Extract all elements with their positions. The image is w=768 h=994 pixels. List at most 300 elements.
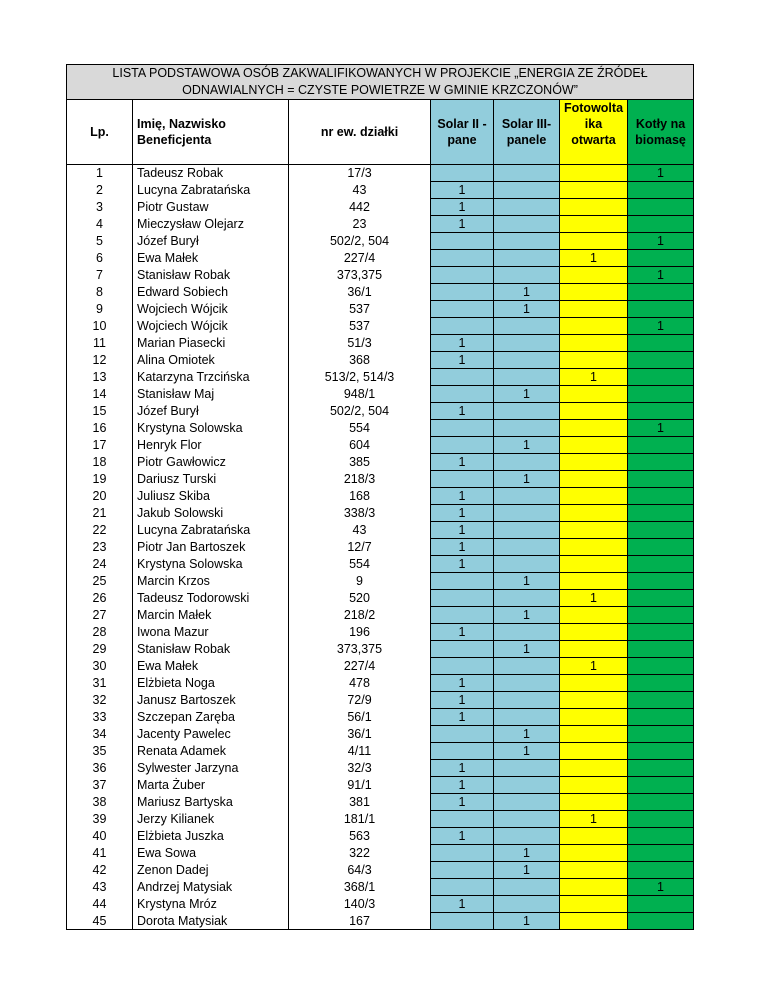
cell-solar-2: 1 [431,624,494,641]
cell-biomass-boilers [628,811,694,828]
table-row [67,760,694,777]
cell-biomass-boilers [628,386,694,403]
cell-plot: 218/3 [289,471,431,488]
cell-lp: 35 [67,743,133,760]
cell-photovoltaics [560,420,628,437]
cell-photovoltaics [560,879,628,896]
cell-solar-2 [431,658,494,675]
cell-biomass-boilers [628,607,694,624]
cell-name: Elżbieta Juszka [133,828,289,845]
cell-lp: 16 [67,420,133,437]
table-row [67,743,694,760]
cell-lp: 12 [67,352,133,369]
cell-lp: 22 [67,522,133,539]
cell-solar-2: 1 [431,828,494,845]
cell-name: Marta Żuber [133,777,289,794]
cell-photovoltaics [560,641,628,658]
cell-plot: 604 [289,437,431,454]
cell-photovoltaics [560,760,628,777]
cell-lp: 31 [67,675,133,692]
cell-solar-2: 1 [431,522,494,539]
cell-biomass-boilers [628,488,694,505]
cell-plot: 64/3 [289,862,431,879]
cell-name: Dariusz Turski [133,471,289,488]
cell-solar-3 [494,335,560,352]
cell-name: Ewa Małek [133,658,289,675]
cell-photovoltaics [560,862,628,879]
cell-biomass-boilers [628,539,694,556]
cell-name: Jakub Solowski [133,505,289,522]
table-row [67,403,694,420]
cell-photovoltaics [560,709,628,726]
cell-solar-2: 1 [431,777,494,794]
header-plot: nr ew. działki [289,100,431,165]
cell-biomass-boilers [628,590,694,607]
cell-solar-2: 1 [431,454,494,471]
cell-lp: 1 [67,165,133,182]
cell-plot: 43 [289,182,431,199]
cell-lp: 37 [67,777,133,794]
cell-lp: 36 [67,760,133,777]
table-row [67,369,694,386]
cell-lp: 40 [67,828,133,845]
table-row [67,420,694,437]
cell-name: Jerzy Kilianek [133,811,289,828]
cell-name: Wojciech Wójcik [133,301,289,318]
cell-solar-3: 1 [494,607,560,624]
cell-solar-2: 1 [431,352,494,369]
cell-name: Tadeusz Robak [133,165,289,182]
cell-plot: 373,375 [289,267,431,284]
table-row [67,182,694,199]
cell-name: Wojciech Wójcik [133,318,289,335]
cell-solar-3: 1 [494,726,560,743]
cell-biomass-boilers [628,828,694,845]
table-row [67,709,694,726]
cell-photovoltaics [560,794,628,811]
cell-solar-2 [431,267,494,284]
cell-lp: 5 [67,233,133,250]
cell-solar-3: 1 [494,471,560,488]
cell-photovoltaics [560,777,628,794]
cell-lp: 8 [67,284,133,301]
cell-lp: 41 [67,845,133,862]
cell-plot: 554 [289,556,431,573]
cell-lp: 25 [67,573,133,590]
cell-lp: 34 [67,726,133,743]
cell-solar-2 [431,811,494,828]
cell-biomass-boilers: 1 [628,165,694,182]
cell-solar-3: 1 [494,573,560,590]
cell-biomass-boilers [628,641,694,658]
cell-solar-3 [494,794,560,811]
cell-name: Andrzej Matysiak [133,879,289,896]
cell-name: Ewa Sowa [133,845,289,862]
table-row [67,301,694,318]
cell-photovoltaics [560,675,628,692]
cell-photovoltaics [560,403,628,420]
cell-photovoltaics [560,301,628,318]
cell-name: Józef Burył [133,233,289,250]
cell-biomass-boilers [628,862,694,879]
cell-photovoltaics: 1 [560,811,628,828]
beneficiary-table [66,64,694,930]
table-row [67,692,694,709]
cell-plot: 502/2, 504 [289,403,431,420]
cell-plot: 91/1 [289,777,431,794]
cell-solar-2 [431,471,494,488]
table-row [67,250,694,267]
cell-biomass-boilers [628,454,694,471]
table-row [67,607,694,624]
cell-photovoltaics [560,726,628,743]
cell-name: Marian Piasecki [133,335,289,352]
table-row [67,828,694,845]
cell-photovoltaics [560,556,628,573]
cell-biomass-boilers [628,624,694,641]
cell-plot: 12/7 [289,539,431,556]
cell-name: Mieczysław Olejarz [133,216,289,233]
cell-lp: 44 [67,896,133,913]
table-row [67,386,694,403]
cell-plot: 478 [289,675,431,692]
cell-lp: 15 [67,403,133,420]
table-row [67,488,694,505]
table-row [67,352,694,369]
table-row [67,913,694,930]
header-lp: Lp. [67,100,133,165]
table-row [67,318,694,335]
cell-photovoltaics [560,539,628,556]
table-row [67,335,694,352]
cell-photovoltaics [560,522,628,539]
cell-biomass-boilers: 1 [628,879,694,896]
cell-solar-3: 1 [494,743,560,760]
table-row [67,726,694,743]
cell-lp: 11 [67,335,133,352]
cell-solar-3: 1 [494,284,560,301]
cell-plot: 168 [289,488,431,505]
document-title: LISTA PODSTAWOWA OSÓB ZAKWALIFIKOWANYCH W PROJEKCIE „ENERGIA ZE ŹRÓDEŁ ODNAWIALNYCH = CZYSTE POWIETRZE W GMINIE KRZCZONÓW” [67,65,694,100]
cell-photovoltaics: 1 [560,250,628,267]
cell-plot: 9 [289,573,431,590]
cell-name: Piotr Gawłowicz [133,454,289,471]
cell-name: Iwona Mazur [133,624,289,641]
cell-name: Piotr Jan Bartoszek [133,539,289,556]
cell-biomass-boilers [628,216,694,233]
cell-plot: 227/4 [289,658,431,675]
cell-plot: 4/11 [289,743,431,760]
cell-photovoltaics [560,896,628,913]
cell-solar-2: 1 [431,760,494,777]
cell-biomass-boilers [628,777,694,794]
table-row [67,879,694,896]
table-row [67,454,694,471]
cell-photovoltaics [560,505,628,522]
cell-name: Lucyna Zabratańska [133,522,289,539]
cell-name: Piotr Gustaw [133,199,289,216]
cell-plot: 554 [289,420,431,437]
cell-lp: 21 [67,505,133,522]
cell-lp: 43 [67,879,133,896]
cell-solar-3: 1 [494,913,560,930]
cell-solar-3 [494,590,560,607]
cell-plot: 520 [289,590,431,607]
cell-solar-3: 1 [494,437,560,454]
cell-solar-2 [431,879,494,896]
cell-lp: 28 [67,624,133,641]
cell-solar-3 [494,692,560,709]
cell-biomass-boilers [628,471,694,488]
cell-photovoltaics [560,454,628,471]
table-row [67,216,694,233]
cell-lp: 14 [67,386,133,403]
cell-plot: 51/3 [289,335,431,352]
cell-name: Szczepan Zaręba [133,709,289,726]
cell-solar-3 [494,199,560,216]
cell-biomass-boilers [628,250,694,267]
cell-photovoltaics [560,335,628,352]
cell-solar-3 [494,420,560,437]
cell-solar-2: 1 [431,182,494,199]
cell-solar-3 [494,250,560,267]
cell-lp: 26 [67,590,133,607]
cell-name: Ewa Małek [133,250,289,267]
cell-solar-2 [431,301,494,318]
cell-solar-2: 1 [431,692,494,709]
cell-photovoltaics [560,233,628,250]
cell-solar-3 [494,352,560,369]
cell-photovoltaics [560,284,628,301]
header-biomass-boilers: Kotły na biomasę [628,100,694,165]
cell-solar-3 [494,267,560,284]
cell-plot: 227/4 [289,250,431,267]
cell-lp: 23 [67,539,133,556]
cell-plot: 23 [289,216,431,233]
cell-lp: 24 [67,556,133,573]
cell-name: Sylwester Jarzyna [133,760,289,777]
cell-solar-2 [431,420,494,437]
cell-biomass-boilers: 1 [628,233,694,250]
cell-lp: 4 [67,216,133,233]
cell-solar-2: 1 [431,199,494,216]
cell-solar-3 [494,505,560,522]
cell-solar-2 [431,250,494,267]
cell-plot: 368/1 [289,879,431,896]
cell-solar-3 [494,777,560,794]
cell-name: Dorota Matysiak [133,913,289,930]
cell-plot: 338/3 [289,505,431,522]
cell-solar-2 [431,743,494,760]
cell-name: Mariusz Bartyska [133,794,289,811]
cell-lp: 39 [67,811,133,828]
cell-lp: 45 [67,913,133,930]
cell-biomass-boilers [628,658,694,675]
cell-solar-3: 1 [494,845,560,862]
cell-lp: 17 [67,437,133,454]
cell-photovoltaics [560,692,628,709]
cell-plot: 56/1 [289,709,431,726]
cell-name: Krystyna Solowska [133,556,289,573]
cell-name: Stanisław Maj [133,386,289,403]
cell-name: Edward Sobiech [133,284,289,301]
cell-solar-3: 1 [494,301,560,318]
table-row [67,522,694,539]
cell-biomass-boilers [628,743,694,760]
cell-solar-2 [431,607,494,624]
cell-solar-2 [431,369,494,386]
table-row [67,233,694,250]
cell-photovoltaics [560,318,628,335]
cell-biomass-boilers [628,335,694,352]
cell-plot: 537 [289,301,431,318]
cell-biomass-boilers [628,845,694,862]
header-name: Imię, Nazwisko Beneficjenta [133,100,289,165]
cell-solar-3 [494,709,560,726]
cell-lp: 29 [67,641,133,658]
cell-solar-3: 1 [494,862,560,879]
cell-plot: 218/2 [289,607,431,624]
cell-biomass-boilers: 1 [628,318,694,335]
cell-solar-2: 1 [431,709,494,726]
cell-solar-2 [431,845,494,862]
cell-solar-3 [494,760,560,777]
cell-biomass-boilers [628,284,694,301]
header-photovoltaics: Fotowolta ika otwarta [560,100,628,165]
cell-plot: 442 [289,199,431,216]
cell-photovoltaics: 1 [560,658,628,675]
cell-name: Krystyna Solowska [133,420,289,437]
cell-biomass-boilers [628,522,694,539]
table-row [67,267,694,284]
cell-plot: 563 [289,828,431,845]
cell-solar-3 [494,675,560,692]
cell-solar-2: 1 [431,896,494,913]
cell-plot: 43 [289,522,431,539]
cell-solar-3 [494,624,560,641]
cell-solar-3 [494,369,560,386]
cell-lp: 42 [67,862,133,879]
cell-name: Krystyna Mróz [133,896,289,913]
cell-biomass-boilers [628,182,694,199]
cell-solar-3: 1 [494,386,560,403]
cell-solar-2 [431,726,494,743]
cell-solar-2 [431,284,494,301]
table-row [67,471,694,488]
cell-solar-2: 1 [431,403,494,420]
cell-solar-3 [494,233,560,250]
table-row [67,573,694,590]
cell-biomass-boilers [628,726,694,743]
cell-plot: 502/2, 504 [289,233,431,250]
cell-name: Jacenty Pawelec [133,726,289,743]
cell-photovoltaics [560,437,628,454]
cell-solar-2: 1 [431,675,494,692]
cell-biomass-boilers [628,403,694,420]
cell-name: Katarzyna Trzcińska [133,369,289,386]
cell-photovoltaics [560,471,628,488]
cell-biomass-boilers [628,675,694,692]
table-row [67,794,694,811]
cell-biomass-boilers [628,692,694,709]
table-row [67,505,694,522]
cell-name: Stanisław Robak [133,267,289,284]
cell-solar-2 [431,573,494,590]
table-row [67,896,694,913]
cell-lp: 19 [67,471,133,488]
cell-photovoltaics [560,182,628,199]
table-row [67,284,694,301]
table-row [67,658,694,675]
table-row [67,165,694,182]
table-row [67,845,694,862]
cell-photovoltaics [560,216,628,233]
cell-lp: 33 [67,709,133,726]
cell-lp: 2 [67,182,133,199]
cell-solar-2 [431,233,494,250]
cell-plot: 948/1 [289,386,431,403]
cell-lp: 38 [67,794,133,811]
cell-biomass-boilers [628,505,694,522]
table-row [67,811,694,828]
table-row [67,199,694,216]
cell-solar-3 [494,896,560,913]
cell-lp: 13 [67,369,133,386]
cell-solar-2 [431,318,494,335]
table-row [67,590,694,607]
cell-photovoltaics [560,607,628,624]
table-row [67,539,694,556]
cell-photovoltaics [560,743,628,760]
cell-biomass-boilers [628,199,694,216]
cell-solar-2: 1 [431,216,494,233]
cell-plot: 36/1 [289,726,431,743]
cell-solar-3 [494,403,560,420]
cell-photovoltaics [560,165,628,182]
cell-photovoltaics [560,488,628,505]
table-row [67,556,694,573]
cell-solar-3 [494,165,560,182]
cell-name: Juliusz Skiba [133,488,289,505]
cell-plot: 140/3 [289,896,431,913]
cell-solar-2 [431,862,494,879]
table-body [67,165,694,930]
cell-photovoltaics [560,828,628,845]
cell-plot: 181/1 [289,811,431,828]
cell-lp: 10 [67,318,133,335]
cell-solar-2 [431,386,494,403]
cell-biomass-boilers [628,556,694,573]
cell-plot: 385 [289,454,431,471]
cell-photovoltaics [560,352,628,369]
cell-solar-3: 1 [494,641,560,658]
cell-solar-3 [494,182,560,199]
cell-plot: 513/2, 514/3 [289,369,431,386]
cell-photovoltaics [560,199,628,216]
cell-name: Alina Omiotek [133,352,289,369]
cell-plot: 368 [289,352,431,369]
cell-name: Lucyna Zabratańska [133,182,289,199]
cell-solar-2 [431,437,494,454]
cell-solar-2: 1 [431,488,494,505]
cell-plot: 32/3 [289,760,431,777]
cell-solar-2: 1 [431,505,494,522]
cell-plot: 167 [289,913,431,930]
cell-lp: 27 [67,607,133,624]
cell-biomass-boilers: 1 [628,267,694,284]
cell-photovoltaics [560,267,628,284]
cell-solar-3 [494,658,560,675]
